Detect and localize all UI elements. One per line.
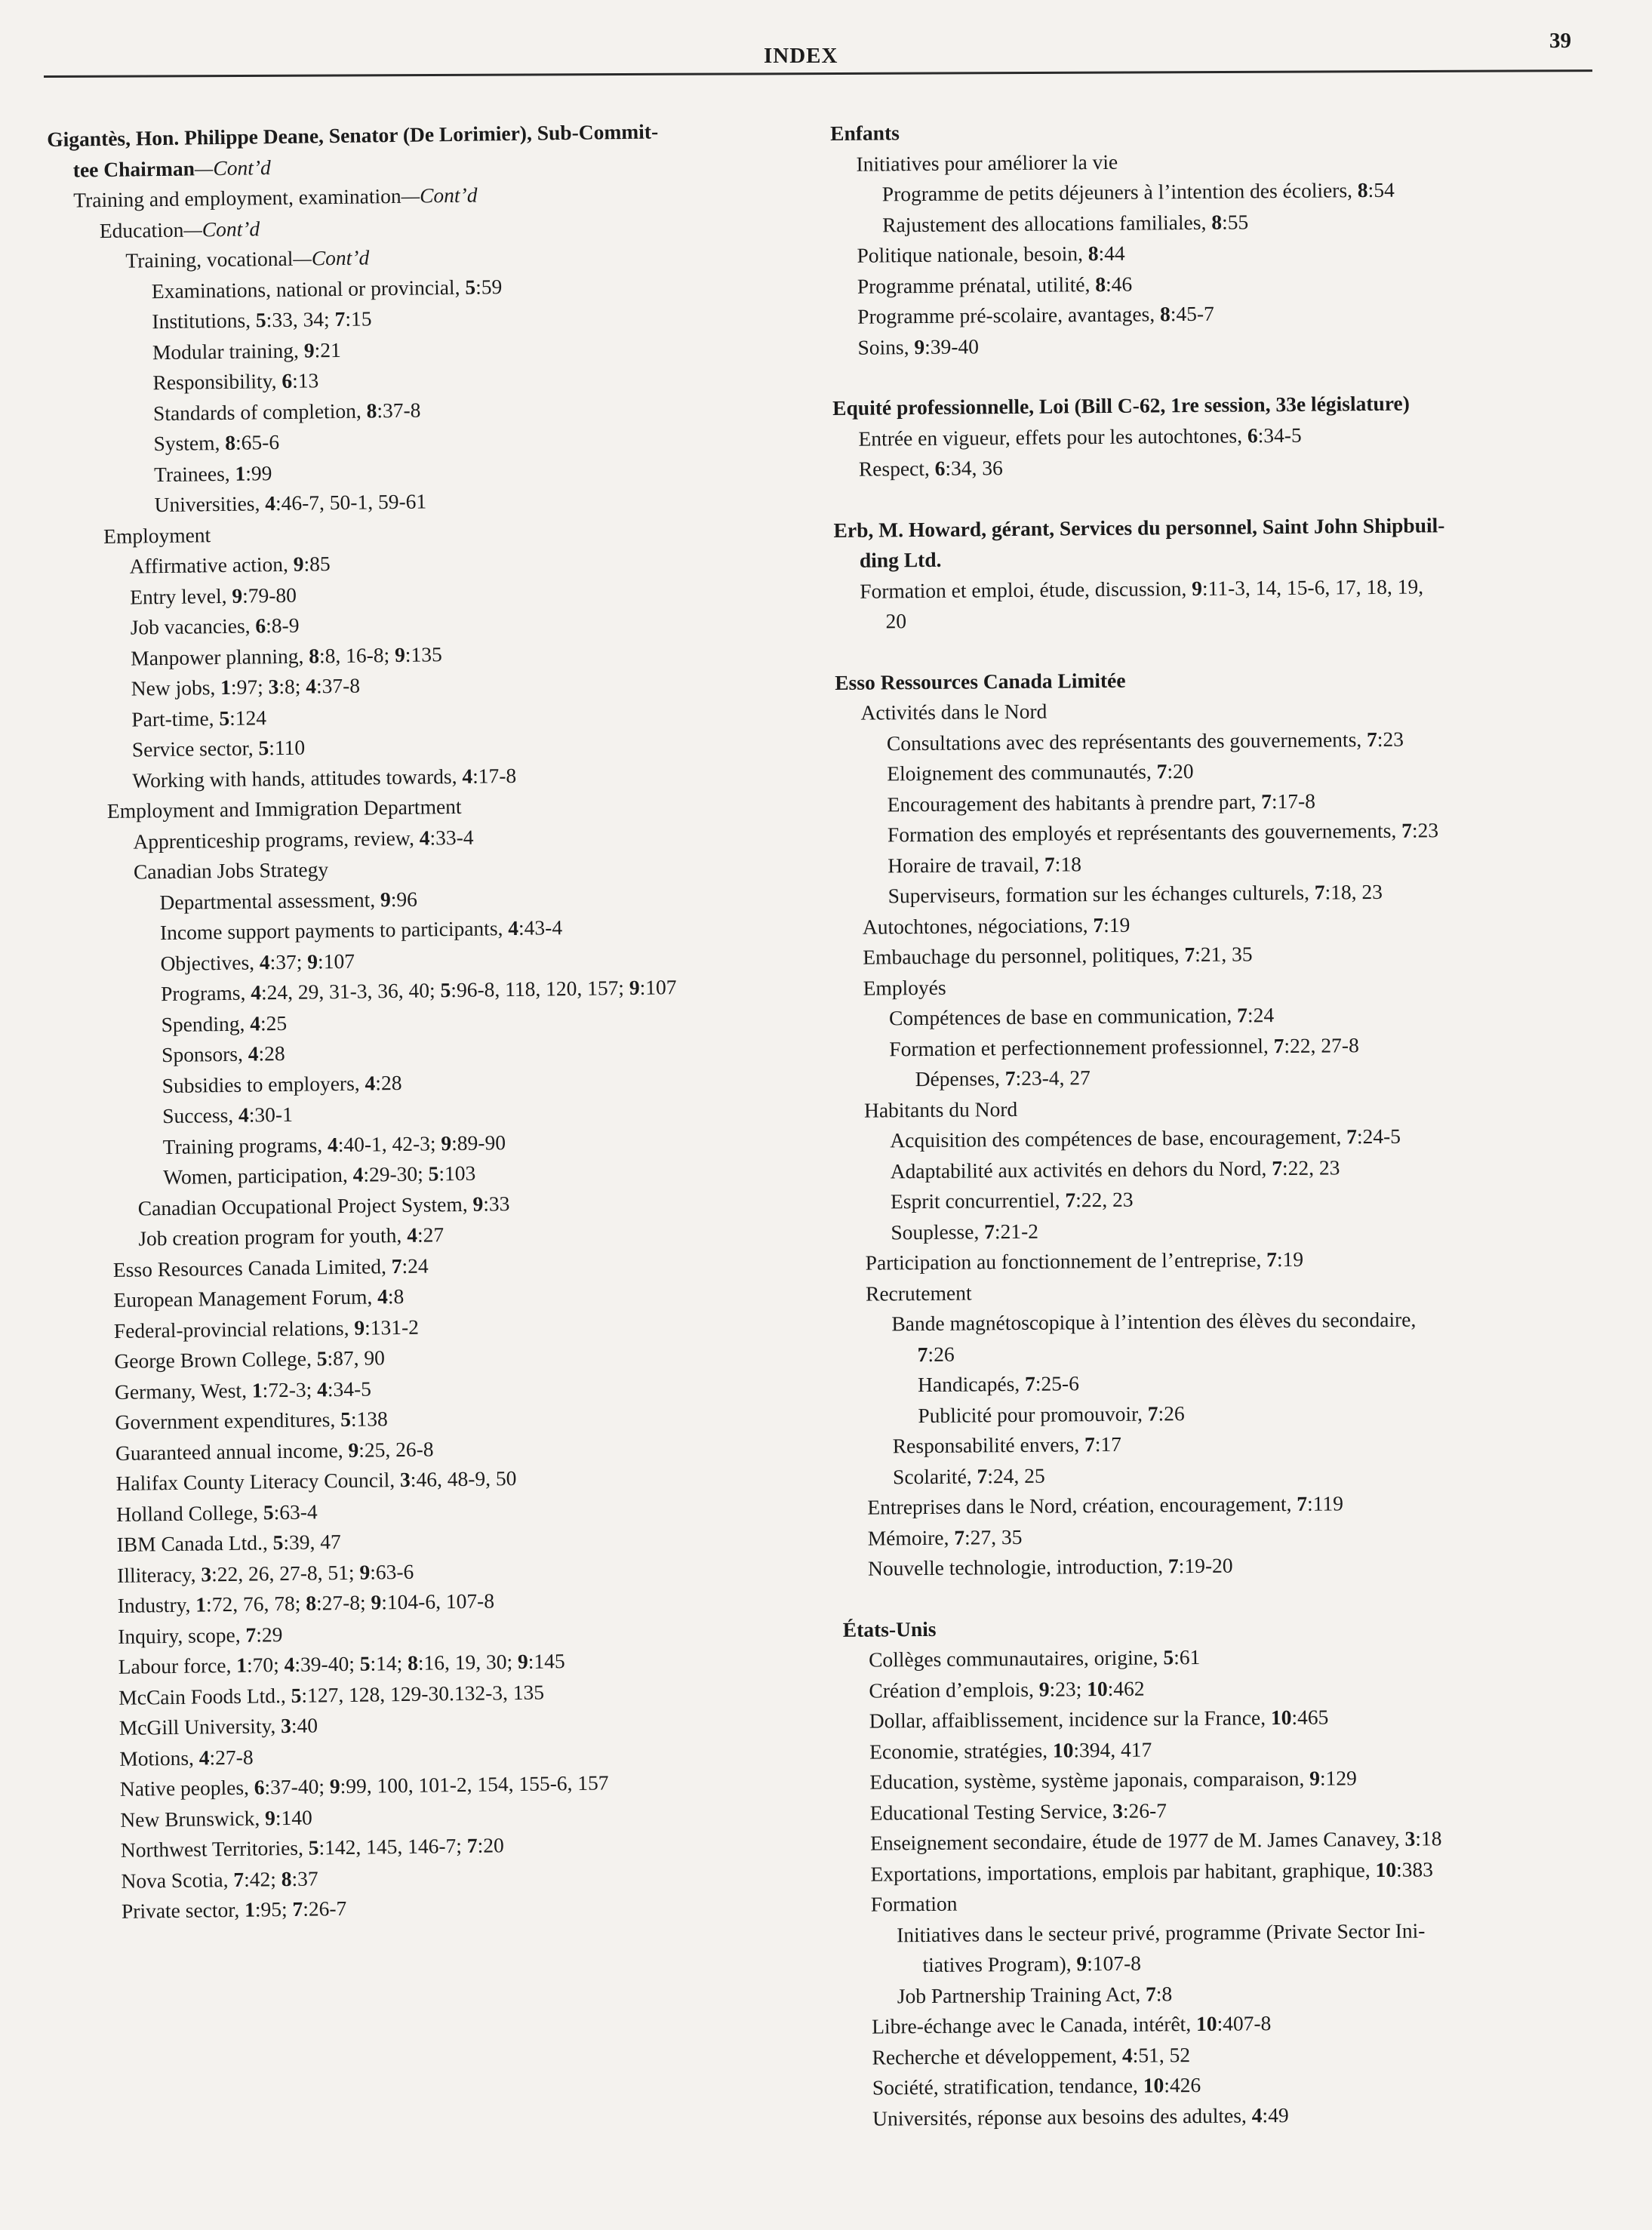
index-entry: Recrutement — [865, 1280, 972, 1306]
index-heading: Gigantès, Hon. Philippe Deane, Senator (De Lorimier), Sub-Commit- — [47, 119, 659, 151]
index-entry: Soins, 9:39-40 — [857, 334, 980, 359]
index-entry-text: Training programs, 4:40-1, 42-3; 9:89-90 — [162, 1130, 506, 1158]
index-entry: Dollar, affaiblissement, incidence sur la France, 10:465 — [869, 1705, 1329, 1733]
index-heading-continued: ding Ltd. — [859, 547, 942, 572]
index-entry-text: IBM Canada Ltd., 5:39, 47 — [116, 1530, 341, 1556]
index-entry-text: Germany, West, 1:72-3; 4:34-5 — [114, 1376, 372, 1404]
index-entry: Educational Testing Service, 3:26-7 — [869, 1798, 1167, 1825]
index-entry-text: Illiteracy, 3:22, 26, 27-8, 51; 9:63-6 — [116, 1559, 414, 1587]
index-entry: Scolarité, 7:24, 25 — [892, 1463, 1045, 1488]
index-entry-text: European Management Forum, 4:8 — [113, 1284, 405, 1312]
index-entry: Publicité pour promouvoir, 7:26 — [918, 1401, 1185, 1427]
index-entry-text: Esso Resources Canada Limited, 7:24 — [112, 1253, 429, 1281]
index-entry-text: Modular training, 9:21 — [152, 337, 341, 364]
index-column-left — [47, 114, 855, 1927]
index-entry-text: Success, 4:30-1 — [162, 1102, 294, 1128]
header-divider — [44, 69, 1592, 78]
index-entry-text: New Brunswick, 9:140 — [120, 1805, 312, 1832]
index-entry: Libre-échange avec le Canada, intérêt, 10:407-8 — [872, 2011, 1272, 2038]
index-entry-text: Job vacancies, 6:8-9 — [130, 613, 300, 639]
index-entry-text: Affirmative action, 9:85 — [129, 552, 331, 578]
index-sections — [830, 112, 1647, 2134]
index-entry-text: Inquiry, scope, 7:29 — [118, 1622, 283, 1648]
index-entry-text: Job creation program for youth, 4:27 — [138, 1223, 445, 1250]
index-entry-text: Standards of completion, 8:37-8 — [152, 398, 421, 425]
index-entry: Formation des employés et représentants des gouvernements, 7:23 — [887, 818, 1439, 847]
index-entry: Recherche et développement, 4:51, 52 — [872, 2042, 1191, 2069]
index-entry: Création d’emplois, 9:23; 10:462 — [869, 1676, 1145, 1702]
cont-marker: —Cont’d — [183, 216, 260, 241]
index-entry: Encouragement des habitants à prendre part, 7:17-8 — [887, 789, 1316, 816]
index-heading: Erb, M. Howard, gérant, Services du personnel, Saint John Shipbuil- — [833, 512, 1445, 542]
index-entry: Compétences de base en communication, 7:24 — [888, 1003, 1275, 1030]
index-entry: Horaire de travail, 7:18 — [888, 851, 1081, 877]
index-entry: Formation — [870, 1891, 958, 1916]
index-entry-text: Departmental assessment, 9:96 — [159, 887, 418, 914]
index-entry: Participation au fonctionnement de l’entreprise, 7:19 — [865, 1247, 1304, 1275]
index-entry-text: Training and employment, examination — [73, 183, 401, 212]
index-entry: Mémoire, 7:27, 35 — [867, 1524, 1023, 1550]
index-entry: Entrée en vigueur, effets pour les autochtones, 6:34-5 — [858, 423, 1302, 451]
index-entry: Société, stratification, tendance, 10:426 — [872, 2072, 1201, 2099]
index-entry-text: Private sector, 1:95; 7:26-7 — [121, 1896, 347, 1923]
index-entry-text: Spending, 4:25 — [161, 1010, 288, 1036]
index-entry: Enseignement secondaire, étude de 1977 de M. James Canavey, 3:18 — [870, 1826, 1442, 1855]
index-entry: Exportations, importations, emplois par habitant, graphique, 10:383 — [870, 1856, 1434, 1886]
index-entry: 20 — [885, 609, 907, 633]
index-entry: Handicapés, 7:25-6 — [917, 1371, 1080, 1397]
index-entry: Employés — [863, 975, 946, 1000]
index-entry-text: Canadian Occupational Project System, 9:33 — [137, 1191, 510, 1220]
index-entry-text: Holland College, 5:63-4 — [115, 1499, 318, 1526]
index-entry-text: McCain Foods Ltd., 5:127, 128, 129-30.132-3, 135 — [118, 1680, 545, 1709]
index-entry-text: Sponsors, 4:28 — [161, 1041, 285, 1067]
index-entry-text: Halifax County Literacy Council, 3:46, 48-9, 50 — [115, 1466, 517, 1495]
index-entry-text: Northwest Territories, 5:142, 145, 146-7; 7:20 — [120, 1833, 504, 1862]
index-entry: Bande magnétoscopique à l’intention des élèves du secondaire, — [891, 1307, 1417, 1336]
index-entry: 7:26 — [917, 1342, 955, 1366]
index-entry: Politique nationale, besoin, 8:44 — [857, 241, 1125, 267]
index-entry-text: Responsibility, 6:13 — [152, 368, 319, 395]
index-entry-text: Federal-provincial relations, 9:131-2 — [113, 1315, 420, 1343]
index-entry: Autochtones, négociations, 7:19 — [862, 912, 1131, 939]
index-entry: Universités, réponse aux besoins des adultes, 4:49 — [872, 2102, 1289, 2130]
index-entry: Esprit concurrentiel, 7:22, 23 — [890, 1187, 1134, 1213]
index-entry: Collèges communautaires, origine, 5:61 — [868, 1644, 1201, 1672]
index-entry-text: Manpower planning, 8:8, 16-8; 9:135 — [131, 641, 442, 670]
index-entry-text: Employment and Immigration Department — [106, 794, 462, 823]
index-entry: Initiatives pour améliorer la vie — [856, 149, 1118, 176]
index-entry-text: Women, participation, 4:29-30; 5:103 — [163, 1161, 476, 1189]
index-entry-text: System, 8:65-6 — [153, 430, 280, 456]
index-heading: Enfants — [830, 121, 900, 145]
index-heading: Esso Ressources Canada Limitée — [835, 668, 1126, 694]
index-entry-text: Income support payments to participants, 4:43-4 — [159, 915, 563, 945]
index-heading-text: tee Chairman — [72, 155, 195, 182]
index-entry: Programme prénatal, utilité, 8:46 — [857, 272, 1133, 298]
index-entries — [48, 175, 855, 1927]
index-entry: Entreprises dans le Nord, création, encouragement, 7:119 — [867, 1491, 1344, 1519]
index-entry-text: Universities, 4:46-7, 50-1, 59-61 — [154, 489, 427, 517]
index-heading: États-Unis — [842, 1616, 937, 1641]
index-entry-text: Apprenticeship programs, review, 4:33-4 — [133, 825, 474, 854]
index-entry-text: Trainees, 1:99 — [153, 460, 272, 486]
index-entry-text: Industry, 1:72, 76, 78; 8:27-8; 9:104-6, 107-8 — [117, 1589, 495, 1617]
index-column-right — [830, 112, 1647, 2134]
index-entry: Formation et emploi, étude, discussion, 9:11-3, 14, 15-6, 17, 18, 19, — [860, 574, 1424, 603]
index-entry: Acquisition des compétences de base, encouragement, 7:24-5 — [890, 1124, 1401, 1152]
index-heading: Equité professionnelle, Loi (Bill C-62, 1re session, 33e législature) — [832, 391, 1410, 420]
index-entry: Nouvelle technologie, introduction, 7:19-20 — [867, 1553, 1233, 1580]
page-header-title: INDEX — [764, 44, 838, 68]
index-entry: Superviseurs, formation sur les échanges culturels, 7:18, 23 — [888, 879, 1383, 908]
index-entry-text: Nova Scotia, 7:42; 8:37 — [121, 1866, 318, 1893]
index-entry-text: McGill University, 3:40 — [118, 1713, 318, 1739]
index-entry: Responsabilité envers, 7:17 — [892, 1432, 1122, 1458]
cont-marker: —Cont’d — [401, 183, 478, 208]
index-entry: Activités dans le Nord — [860, 699, 1047, 724]
index-entry: Habitants du Nord — [863, 1097, 1018, 1122]
index-entry-text: Native peoples, 6:37-40; 9:99, 100, 101-2, 154, 155-6, 157 — [119, 1770, 609, 1801]
index-entry: Formation et perfectionnement professionnel, 7:22, 27-8 — [889, 1032, 1359, 1060]
index-entry-text: Programs, 4:24, 29, 31-3, 36, 40; 5:96-8, 118, 120, 157; 9:107 — [160, 975, 677, 1006]
index-entry: Economie, stratégies, 10:394, 417 — [869, 1737, 1152, 1764]
index-entry-text: Motions, 4:27-8 — [119, 1745, 254, 1770]
index-entry-text: Canadian Jobs Strategy — [133, 857, 329, 884]
cont-marker: —Cont’d — [194, 155, 271, 180]
page-number: 39 — [1549, 29, 1571, 53]
index-entry: Eloignement des communautés, 7:20 — [887, 758, 1194, 786]
index-entry-text: Institutions, 5:33, 34; 7:15 — [152, 306, 372, 334]
index-entry: Respect, 6:34, 36 — [858, 456, 1003, 481]
index-entry-text: Education — [99, 217, 184, 242]
index-entry-text: Guaranteed annual income, 9:25, 26-8 — [115, 1436, 434, 1465]
index-entry: Initiatives dans le secteur privé, programme (Private Sector Ini- — [897, 1918, 1426, 1946]
index-entry-text: George Brown College, 5:87, 90 — [114, 1346, 386, 1373]
index-entry: Consultations avec des représentants des gouvernements, 7:23 — [886, 727, 1404, 755]
index-entry-text: Employment — [103, 522, 211, 548]
index-entry: Embauchage du personnel, politiques, 7:21, 35 — [863, 942, 1253, 969]
index-entry: Dépenses, 7:23-4, 27 — [915, 1066, 1091, 1091]
cont-marker: —Cont’d — [293, 245, 370, 270]
index-entry-text: New jobs, 1:97; 3:8; 4:37-8 — [131, 673, 361, 700]
index-entry-text: Service sector, 5:110 — [131, 735, 306, 761]
index-entry: Souplesse, 7:21-2 — [891, 1219, 1039, 1244]
index-entry-text: Part-time, 5:124 — [131, 705, 267, 731]
index-entry-text: Entry level, 9:79-80 — [129, 583, 297, 609]
index-entry: Programme pré-scolaire, avantages, 8:45-7 — [857, 301, 1214, 328]
index-entry-text: Examinations, national or provincial, 5:59 — [151, 274, 503, 303]
index-entry: Programme de petits déjeuners à l’intention des écoliers, 8:54 — [881, 177, 1395, 206]
index-entry-text: Objectives, 4:37; 9:107 — [160, 949, 355, 975]
index-entry-text: Labour force, 1:70; 4:39-40; 5:14; 8:16, 19, 30; 9:145 — [118, 1649, 565, 1678]
index-entry: tiatives Program), 9:107-8 — [922, 1951, 1142, 1977]
index-entry: Education, système, système japonais, comparaison, 9:129 — [869, 1766, 1357, 1794]
index-entry-text: Working with hands, attitudes towards, 4:17-8 — [132, 763, 517, 792]
index-entry-text: Training, vocational — [125, 246, 294, 272]
index-entry-text: Subsidies to employers, 4:28 — [162, 1070, 402, 1097]
index-entry: Rajustement des allocations familiales, 8:55 — [882, 209, 1249, 236]
index-entry-text: Government expenditures, 5:138 — [115, 1407, 388, 1434]
index-entry: Adaptabilité aux activités en dehors du Nord, 7:22, 23 — [890, 1155, 1340, 1183]
index-entry: Job Partnership Training Act, 7:8 — [897, 1981, 1173, 2007]
